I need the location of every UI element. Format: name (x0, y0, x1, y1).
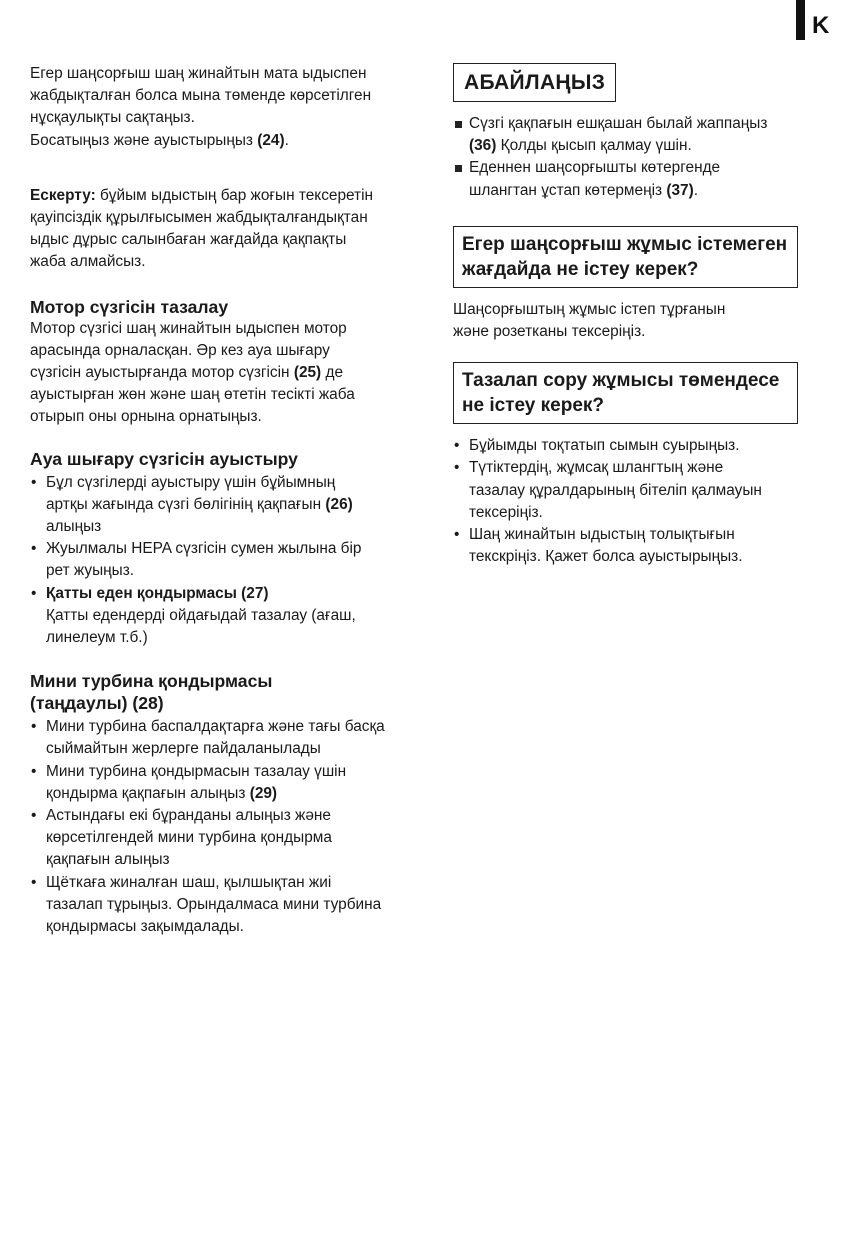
caution-title-box (453, 63, 616, 102)
list-item: • Астындағы екі бұранданы алыңыз және көрсетілгендей мини турбина қондырма қақпағын алыңыз (30, 805, 440, 872)
intro-line: Егер шаңсорғыш шаң жинайтын мата ыдыспен (30, 65, 367, 82)
figure-ref: (37) (666, 181, 694, 199)
language-tab (796, 0, 850, 44)
suction-drop-title-box: Тазалап сору жұмысы төмендесе не істеу керек? (453, 362, 798, 424)
caution-list (453, 113, 823, 202)
left-column (30, 63, 440, 938)
figure-ref: (26) (325, 495, 353, 513)
mini-turbo-list (30, 716, 440, 938)
intro-line: жабдықталған болса мына төменде көрсетілген (30, 87, 372, 105)
intro-line: Босатыңыз және ауыстырыңыз (30, 131, 258, 149)
intro-line: нұсқаулықты сақтаңыз. (30, 109, 195, 127)
list-item: • Түтіктердің, жұмсақ шлангтың және тазалау құралдарының бітеліп қалмауын тексеріңіз. (453, 457, 823, 524)
suction-drop-list (453, 435, 823, 568)
list-item: • Бұйымды тоқтатып сымын суырыңыз. (453, 435, 823, 457)
right-column (453, 63, 823, 568)
list-item: • Мини турбина баспалдақтарға және тағы басқа сыймайтын жерлерге пайдаланылады (30, 716, 440, 760)
figure-ref: (36) (469, 137, 497, 155)
list-item: • Қатты еден қондырмасы (27) Қатты едендерді ойдағыдай тазалау (ағаш, линелеум т.б.) (30, 583, 440, 650)
list-item: • Бұл сүзгілерді ауыстыру үшін бұйымның артқы жағында сүзгі бөлігінің қақпағын (26) алыңыз (30, 472, 440, 539)
not-working-title-box: Егер шаңсорғыш жұмыс істемеген жағдайда не істеу керек? (453, 226, 798, 288)
mini-turbo-heading: Мини турбина қондырмасы (таңдаулы) (28) (30, 671, 273, 714)
language-letter: K (812, 12, 830, 39)
figure-ref: (29) (249, 784, 278, 802)
not-working-text: Шаңсорғыштың жұмыс істеп тұрғанын және розетканы тексеріңіз. (453, 300, 726, 341)
list-item: • Жуылмалы HEPA сүзгісін сумен жылына бір рет жуыңыз. (30, 538, 440, 582)
intro-paragraph: Егер шаңсорғыш шаң жинайтын мата ыдыспен жабдықталған болса мына төменде көрсетілген нұсқаулықты сақтаңыз. Босатыңыз және ауыстырыңыз (24). (30, 65, 372, 149)
motor-filter-heading: Мотор сүзгісін тазалау (30, 296, 229, 317)
list-item: • Шаң жинайтын ыдыстың толықтығын текскріңіз. Қажет болса ауыстырыңыз. (453, 524, 823, 568)
figure-ref: (25) (293, 364, 322, 382)
note-label: Ескерту: (30, 186, 96, 204)
caution-title: АБАЙЛАҢЫЗ (464, 71, 606, 94)
figure-ref: (24) (257, 131, 285, 149)
motor-filter-text: Мотор сүзгісі шаң жинайтын ыдыспен мотор арасында орналасқан. Әр кез ауа шығару сүзгісін ауыстырғанда мотор сүзгісін (25) де ауыстырған жөн және шаң өтетін тесікті жаба отырып оны орнына орнатыңыз. (30, 319, 355, 426)
list-item: • Мини турбина қондырмасын тазалау үшін қондырма қақпағын алыңыз (29) (30, 761, 440, 805)
list-item: Еденнен шаңсорғышты көтергенде шлангтан ұстап көтермеңіз (37). (453, 157, 823, 201)
language-tab-bar (796, 0, 805, 40)
note-paragraph: Ескерту: бұйым ыдыстың бар жоғын тексеретін қауіпсіздік құрылғысымен жабдықталғандықтан ыдыс дұрыс салынбаған жағдайда қақпақты жаба алмайсыз. (30, 186, 374, 271)
hard-floor-title: Қатты еден қондырмасы (27) (46, 584, 269, 602)
list-item: Сүзгі қақпағын ешқашан былай жаппаңыз (36) Қолды қысып қалмау үшін. (453, 113, 823, 157)
exhaust-filter-list (30, 472, 440, 650)
list-item: • Щёткаға жиналған шаш, қылшықтан жиі тазалап тұрыңыз. Орындалмаса мини турбина қондырмасы зақымдалады. (30, 872, 440, 939)
exhaust-filter-heading: Ауа шығару сүзгісін ауыстыру (30, 448, 298, 469)
